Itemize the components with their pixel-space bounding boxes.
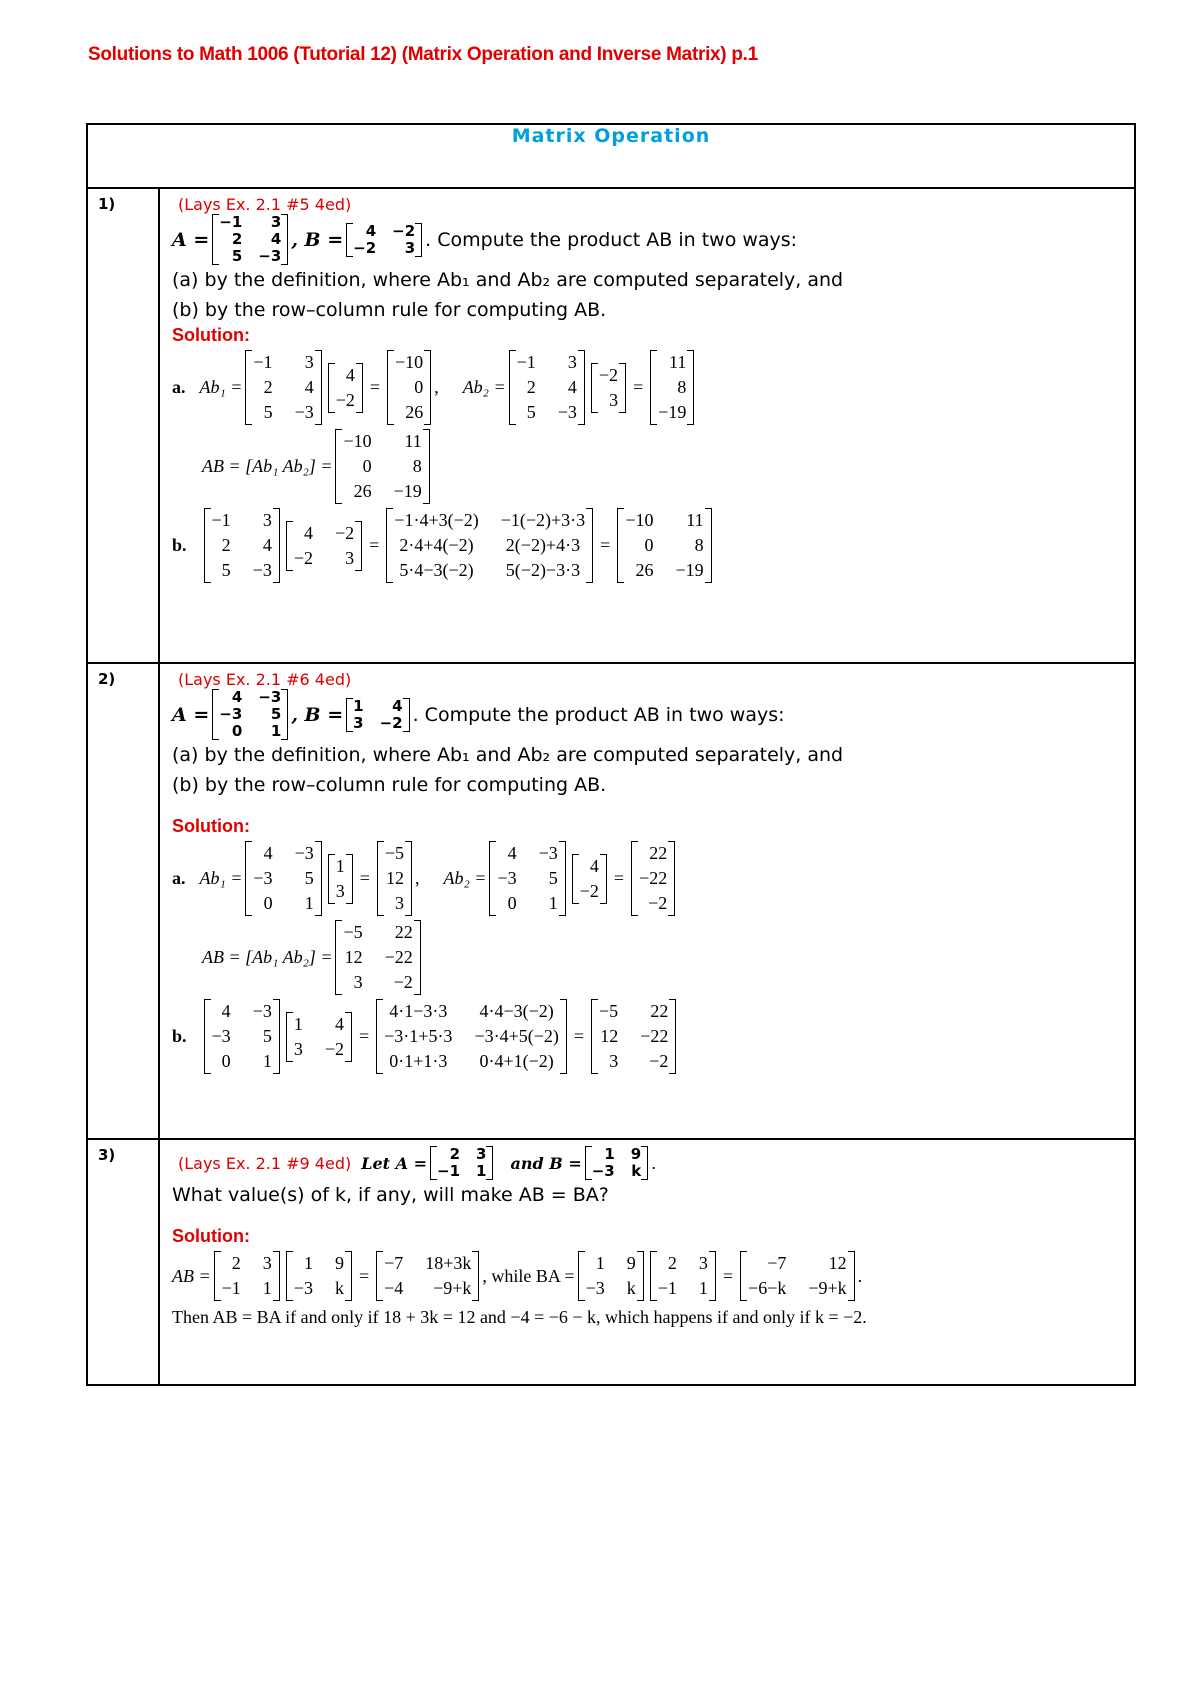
problem-3: (Lays Ex. 2.1 #9 4ed) Let A = 2 3 −1 1 and B = 1 9 −3 k . What value(s) of k, if any, will make AB = BA? Solution: AB = 2 3 −1 1 1 9 −3 k = −7 18+3k −4 −9+k , while BA = 1 9 −3 k 2 3 −1 1 = −7 12 −6−k −9+k . Then AB = BA if and only if 18 + 3k = 12 and −4 = −6 − k, which happens if and only if k = −2. (159, 1139, 1135, 1385)
matrix-a-label: A = (172, 228, 210, 251)
solution-label: Solution: (172, 325, 250, 345)
matrix-b: 1 9 −3 k (585, 1146, 648, 1180)
solution-ab: AB = [Ab₁ Ab₂] = −10 11 0 8 26 −19 (202, 429, 1124, 504)
matrix-b-label: , B = (291, 228, 344, 251)
problem-number: 3) (87, 1139, 159, 1385)
solution-label: Solution: (172, 816, 250, 836)
problem-number: 1) (87, 188, 159, 663)
matrix-b-label: , B = (291, 703, 344, 726)
problem-reference: (Lays Ex. 2.1 #6 4ed) (178, 670, 352, 689)
matrix-b: 1 4 3 −2 (346, 698, 409, 732)
problem-number: 2) (87, 663, 159, 1139)
matrix-a: 2 3 −1 1 (430, 1146, 493, 1180)
instruction-a: (a) by the definition, where Ab₁ and Ab₂ are computed separately, and (172, 269, 844, 291)
solution-b: b. 4 −3 −3 5 0 1 1 4 3 −2 = 4·1−3·3 4·4−3(−2) −3·1+5·3 −3·4+5(−2) 0·1+1·3 0·4+1(−2) = −5 22 12 −22 3 −2 (172, 999, 1124, 1074)
conclusion: Then AB = BA if and only if 18 + 3k = 12 and −4 = −6 − k, which happens if and only if k = −2. (172, 1307, 867, 1327)
problem-reference: (Lays Ex. 2.1 #5 4ed) (178, 195, 352, 214)
problem-reference: (Lays Ex. 2.1 #9 4ed) (178, 1153, 352, 1173)
solution-ab-ba: AB = 2 3 −1 1 1 9 −3 k = −7 18+3k −4 −9+k , while BA = 1 9 −3 k 2 3 −1 1 = −7 12 −6−k −9+k . (172, 1251, 1124, 1301)
matrix-a: −1 3 2 4 5 −3 (212, 214, 288, 265)
instruction-a: (a) by the definition, where Ab₁ and Ab₂ are computed separately, and (172, 744, 844, 766)
instruction-b: (b) by the row–column rule for computing AB. (172, 299, 607, 321)
problem-statement: . Compute the product AB in two ways: (412, 703, 785, 726)
solution-a: a. Ab₁ = −1 3 2 4 5 −3 4 −2 = −10 0 26 , Ab₂ = −1 3 2 4 5 −3 −2 3 = 11 8 −19 (172, 350, 1124, 425)
solution-label: Solution: (172, 1226, 250, 1246)
solution-a: a. Ab₁ = 4 −3 −3 5 0 1 1 3 = −5 12 3 , Ab₂ = 4 −3 −3 5 0 1 4 −2 = 22 −22 −2 (172, 841, 1124, 916)
matrix-a-label: A = (172, 703, 210, 726)
matrix-a: 4 −3 −3 5 0 1 (212, 689, 288, 740)
problem-question: What value(s) of k, if any, will make AB = BA? (172, 1184, 609, 1206)
section-title: Matrix Operation (87, 124, 1135, 188)
solutions-table (86, 123, 1136, 1386)
solution-b: b. −1 3 2 4 5 −3 4 −2 −2 3 = −1·4+3(−2) −1(−2)+3·3 2·4+4(−2) 2(−2)+4·3 5·4−3(−2) 5(−2)−3·3 = −10 11 0 8 26 −19 (172, 508, 1124, 583)
problem-1 (159, 188, 1135, 663)
solution-ab: AB = [Ab₁ Ab₂] = −5 22 12 −22 3 −2 (202, 920, 1124, 995)
matrix-b: 4 −2 −2 3 (346, 223, 422, 257)
problem-2 (159, 663, 1135, 1139)
instruction-b: (b) by the row–column rule for computing AB. (172, 774, 607, 796)
page-title: Solutions to Math 1006 (Tutorial 12) (Matrix Operation and Inverse Matrix) p.1 (88, 44, 758, 65)
problem-statement: . Compute the product AB in two ways: (425, 228, 798, 251)
